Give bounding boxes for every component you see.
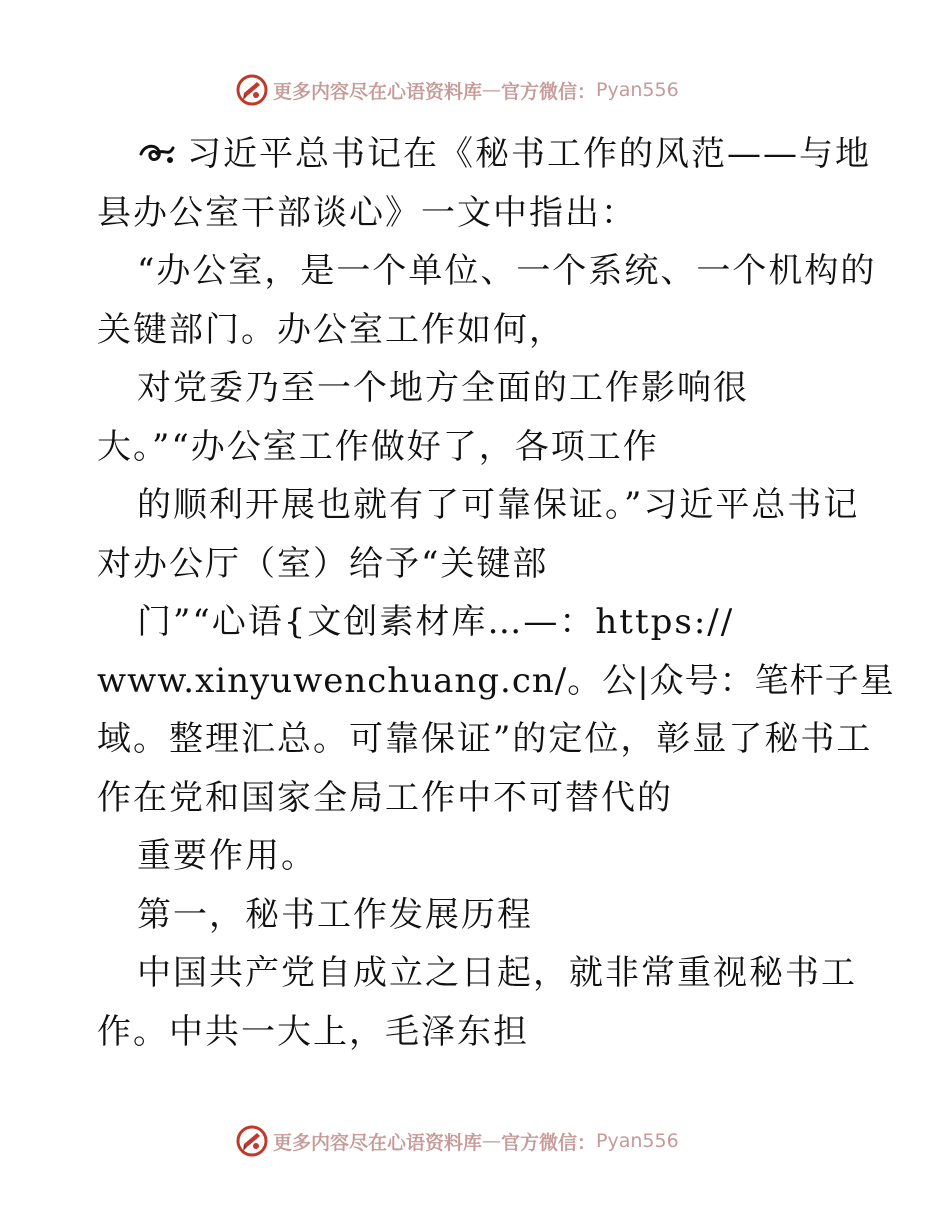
brand-logo-icon: [235, 73, 269, 107]
watermark-separator: —: [482, 79, 502, 101]
paragraph-line: 域。整理汇总。可靠保证”的定位，彰显了秘书工: [97, 719, 873, 759]
paragraph-line: 大。”“办公室工作做好了，各项工作: [97, 426, 659, 467]
watermark-prefix: 更多内容尽在心语资料库: [273, 80, 483, 103]
paragraph-line: [97, 125, 871, 184]
paragraph-line: 中国共产党自成立之日起，就非常重视秘书工: [137, 953, 857, 993]
paragraph-line: 对党委乃至一个地方全面的工作影响很: [137, 368, 749, 408]
watermark-separator: —: [482, 1130, 502, 1152]
paragraph-line: “办公室，是一个单位、一个系统、一个机构的: [137, 251, 877, 291]
section-heading: 第一，秘书工作发展历程: [137, 894, 533, 935]
paragraph-line: 县办公室干部谈心》一文中指出：: [97, 192, 637, 233]
paragraph-line: 关键部门。办公室工作如何，: [97, 309, 565, 350]
watermark-prefix: 更多内容尽在心语资料库: [273, 1131, 483, 1154]
footer-watermark: [235, 1123, 735, 1159]
paragraph-line: 重要作用。: [137, 836, 317, 876]
paragraph-line: www.xinyuwenchuang.cn/。公|众号：笔杆子星: [97, 660, 895, 701]
paragraph-line: 作。中共一大上，毛泽东担: [97, 1011, 529, 1052]
paragraph-line: 作在党和国家全局工作中不可替代的: [97, 777, 673, 818]
watermark-wechat-id: Pyan556: [596, 79, 679, 101]
brand-logo-icon: [235, 1124, 269, 1158]
watermark-wechat-label: 官方微信：: [501, 80, 597, 103]
paragraph-line: 门”“心语{文创素材库…—：https://: [137, 602, 735, 642]
document-body: [97, 125, 895, 1061]
watermark-wechat-label: 官方微信：: [501, 1131, 597, 1154]
paragraph-line: 对办公厅（室）给予“关键部: [97, 543, 549, 584]
header-watermark: [235, 72, 735, 108]
line-text: 习近平总书记在《秘书工作的风范——与地: [187, 134, 871, 174]
watermark-wechat-id: Pyan556: [596, 1130, 679, 1152]
paragraph-line: 的顺利开展也就有了可靠保证。”习近平总书记: [137, 485, 860, 525]
ornament-swirl-icon: [137, 138, 177, 168]
